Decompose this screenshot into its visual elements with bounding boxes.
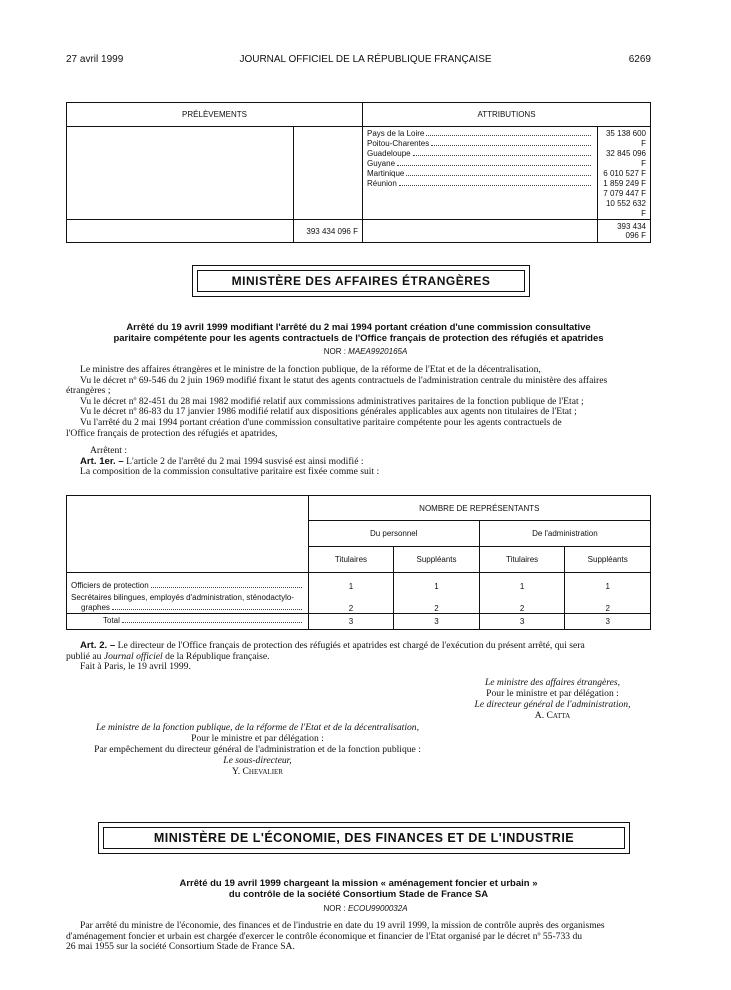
amount-list: 35 138 600 F 32 845 096 F 6 010 527 F 1 859 249 F 7 079 447 F 10 552 632 F: [598, 127, 651, 220]
arrete-body: Le ministre des affaires étrangères et le ministre de la fonction publique, de la réforme de l'Etat et de la décentralisation, Vu le décret nº 69-546 du 2 juin 1969 modifié fixant le statut des agents contractuels de l'administration centrale du ministère des affaires étrangères ; Vu le décret nº 82-451 du 28 mai 1982 modifié relatif aux commissions administratives paritaires de la fonction publique de l'Etat ; Vu le décret nº 86-83 du 17 janvier 1986 modifié relatif aux dispositions générales applicables aux agents non titulaires de l'Etat ; Vu l'arrêté du 2 mai 1994 portant création d'une commission consultative paritaire compétente pour les agents contractuels de l'Office français de protection des réfugiés et apatrides, Arrêtent : Art. 1er. – L'article 2 de l'arrêté du 2 mai 1994 susvisé est ainsi modifié : La composition de la commission consultative paritaire est fixée comme suit :: [66, 364, 608, 478]
arrete-body: Par arrêté du ministre de l'économie, des finances et de l'industrie en date du 19 avril 1999, la mission de contrôle auprès des organismes d'aménagement foncier et urbain est chargée d'exercer le contrôle économique et financier de l'Etat organisé par le décret nº 55-733 du 26 mai 1955 sur la société Consortium Stade de France SA.: [66, 920, 605, 953]
ministry-heading-foreign-affairs: MINISTÈRE DES AFFAIRES ÉTRANGÈRES: [192, 265, 530, 297]
total-prelevements: 393 434 096 F: [294, 220, 363, 243]
ministry-heading-economy: MINISTÈRE DE L'ÉCONOMIE, DES FINANCES ET DE L'INDUSTRIE: [98, 822, 630, 854]
composition-table: NOMBRE DE REPRÉSENTANTS Du personnel De l'administration Titulaires Suppléants Titulaires Suppléants Officiers de protection 1 1 1 1 Secrétaires bilingues, employés d'administration, sténodactylo- graphes 2 2 2 2 Total 3 3 3 3: [66, 495, 651, 630]
col-header-prelevements: PRÉLÈVEMENTS: [67, 103, 363, 127]
header-journal-title: JOURNAL OFFICIEL DE LA RÉPUBLIQUE FRANÇAISE: [239, 54, 492, 65]
table-row-label: Officiers de protection: [67, 573, 309, 592]
group-header-personnel: Du personnel: [308, 521, 479, 547]
header-page-number: 6269: [628, 54, 651, 65]
list-item: Pays de la Loire: [367, 129, 593, 139]
table-header: NOMBRE DE REPRÉSENTANTS: [308, 496, 650, 521]
list-item: Guadeloupe: [367, 149, 593, 159]
arrete-title: Arrêté du 19 avril 1999 chargeant la mission « aménagement foncier et urbain » du contrôle de la société Consortium Stade de France SA: [179, 878, 538, 900]
list-item: Guyane: [367, 159, 593, 169]
nor-reference: NOR : MAEA9920165A: [323, 347, 408, 356]
total-attributions: 393 434 096 F: [598, 220, 651, 243]
sub-header: Titulaires: [308, 547, 394, 573]
list-item: Poitou-Charentes: [367, 139, 593, 149]
table-row-total: Total: [67, 613, 309, 629]
region-list: [363, 127, 598, 220]
allocation-table: [66, 102, 651, 243]
article-label: Art. 2. –: [80, 640, 116, 651]
signatory-name: Y. Chevalier: [232, 766, 283, 777]
signatory-name: A. Catta: [534, 710, 571, 721]
article-label: Art. 1er. –: [80, 455, 124, 467]
group-header-administration: De l'administration: [479, 521, 650, 547]
list-item: Réunion: [367, 179, 593, 189]
arrete-title: Arrêté du 19 avril 1999 modifiant l'arrêté du 2 mai 1994 portant création d'une commission consultative paritaire compétente pour les agents contractuels de l'Office français de protection des réfugiés et apatrides: [113, 322, 604, 344]
header-date: 27 avril 1999: [66, 54, 124, 65]
sub-header: Titulaires: [479, 547, 565, 573]
nor-reference: NOR : ECOU9900032A: [323, 904, 408, 913]
article-2: Art. 2. – Le directeur de l'Office français de protection des réfugiés et apatrides est chargé de l'exécution du présent arrêté, qui sera publié au Journal officiel de la République française. Fait à Paris, le 19 avril 1999.: [66, 640, 585, 673]
sub-header: Suppléants: [394, 547, 480, 573]
sub-header: Suppléants: [565, 547, 651, 573]
col-header-attributions: ATTRIBUTIONS: [363, 103, 651, 127]
table-row-label: Secrétaires bilingues, employés d'administration, sténodactylo- graphes: [67, 591, 309, 613]
signature-block-public-service: Le ministre de la fonction publique, de la réforme de l'Etat et de la décentralisation, Pour le ministre et par délégation : Par empêchement du directeur général de l'administration et de la fonction publique : Le sous-directeur, Y. Chevalier: [40, 722, 475, 777]
signature-block-foreign-affairs: Le ministre des affaires étrangères, Pour le ministre et par délégation : Le directeur général de l'administration, A. Catta: [440, 677, 665, 721]
list-item: Martinique: [367, 169, 593, 179]
